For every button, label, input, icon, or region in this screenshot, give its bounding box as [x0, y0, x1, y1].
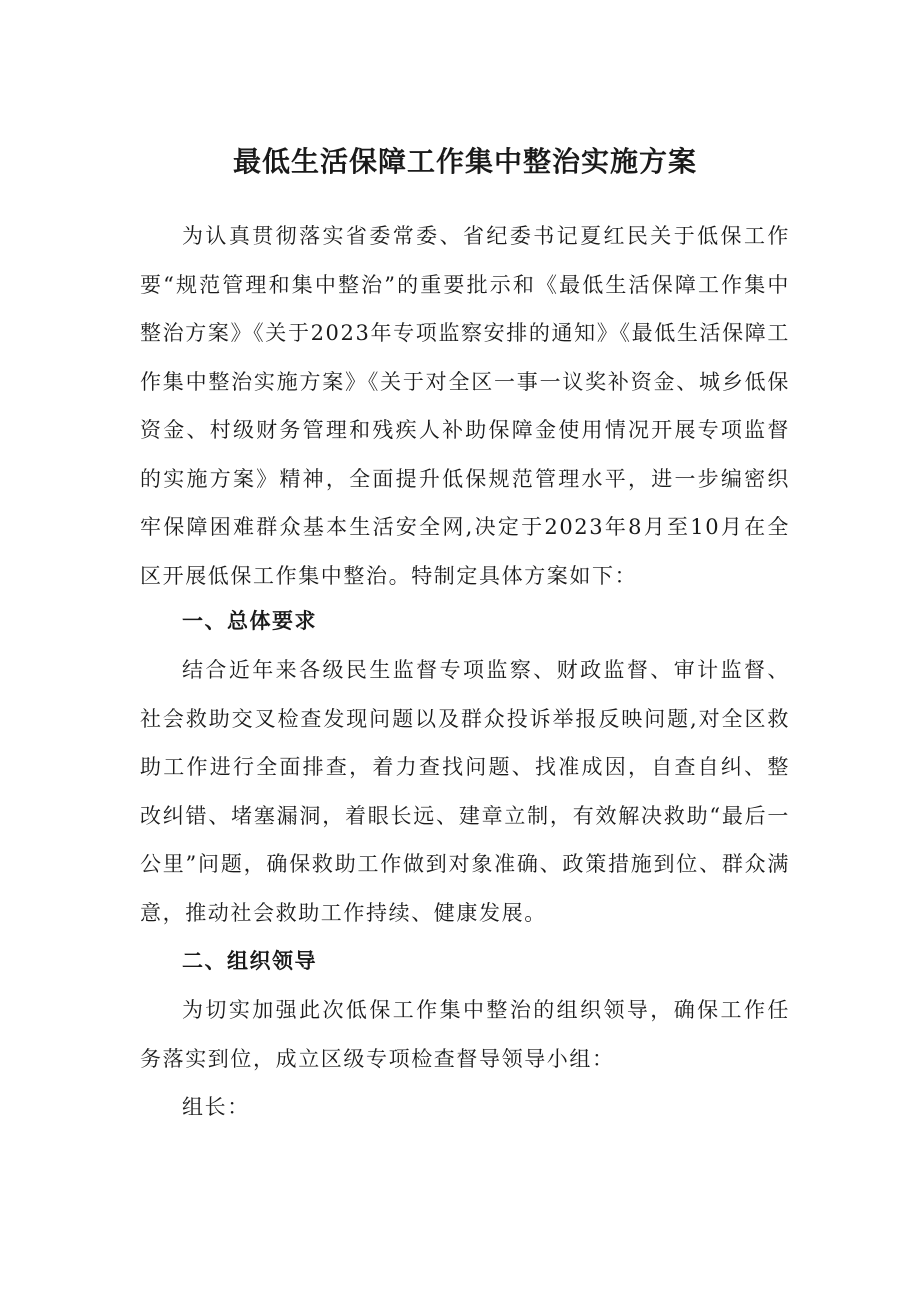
section-heading-organization-leadership: 二、组织领导: [182, 949, 317, 973]
section-heading-general-requirements: 一、总体要求: [182, 609, 317, 633]
document-title: 最低生活保障工作集中整治实施方案: [232, 145, 697, 178]
group-leader-label: 组长：: [182, 1095, 250, 1119]
section-body-general-requirements: 结合近年来各级民生监督专项监察、财政监督、审计监督、社会救助交叉检查发现问题以及群众投诉举报反映问题,对全区救助工作进行全面排查，着力查找问题、找准成因，自查自纠、整改纠错、堵塞漏洞，着眼长远、建章立制，有效解决救助“最后一公里”问题，确保救助工作做到对象准确、政策措施到位、群众满意，推动社会救助工作持续、健康发展。: [140, 658, 790, 925]
section-body-organization-leadership: 为切实加强此次低保工作集中整治的组织领导，确保工作任务落实到位，成立区级专项检查督导领导小组：: [140, 998, 790, 1071]
intro-paragraph: 为认真贯彻落实省委常委、省纪委书记夏红民关于低保工作要“规范管理和集中整治”的重要批示和《最低生活保障工作集中整治方案》《关于2023年专项监察安排的通知》《最低生活保障工作集中整治实施方案》《关于对全区一事一议奖补资金、城乡低保资金、村级财务管理和残疾人补助保障金使用情况开展专项监督的实施方案》精神，全面提升低保规范管理水平，进一步编密织牢保障困难群众基本生活安全网,决定于2023年8月至10月在全区开展低保工作集中整治。特制定具体方案如下：: [140, 224, 790, 588]
